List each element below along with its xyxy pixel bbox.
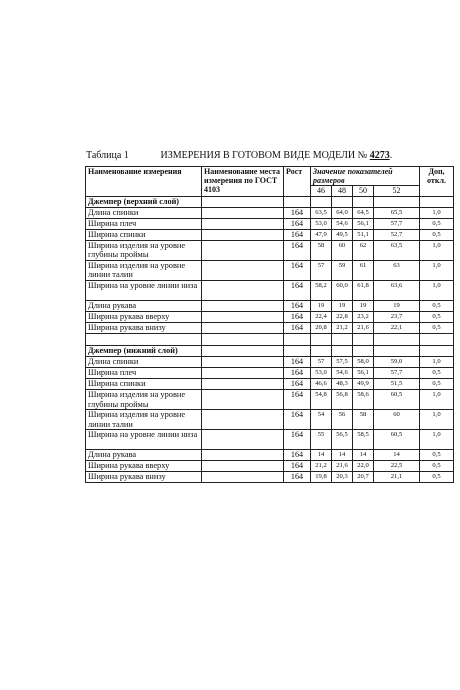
rost-value: 164 [284,378,311,389]
tolerance-value: 0,5 [420,322,454,333]
tolerance-value: 0,5 [420,378,454,389]
rost-value: 164 [284,240,311,260]
section-title-row [86,345,454,356]
size-value: 56,1 [353,218,374,229]
rost-value: 164 [284,450,311,461]
measurement-place [202,356,284,367]
size-value: 60,5 [374,389,420,409]
table-row [86,280,454,300]
section-title: Джемпер (верхний слой) [86,196,202,207]
header-tolerance: Доп, откл. [420,167,454,197]
size-value: 54,8 [311,389,332,409]
size-value: 20,3 [332,472,353,483]
measurement-place [202,207,284,218]
measurement-place [202,430,284,450]
measurement-name: Длина рукава [86,450,202,461]
measurement-name: Ширина рукава вверху [86,311,202,322]
tolerance-value: 0,5 [420,311,454,322]
size-48: 48 [332,186,353,197]
table-row [86,461,454,472]
measurement-name: Длина спинки [86,356,202,367]
size-value: 56 [332,410,353,430]
section-empty-cell [353,196,374,207]
rost-value: 164 [284,356,311,367]
size-value: 63 [374,260,420,280]
rost-value: 164 [284,300,311,311]
size-value: 14 [311,450,332,461]
section-empty-cell [332,196,353,207]
size-value: 56,8 [332,389,353,409]
spacer-cell [353,333,374,345]
section-empty-cell [374,345,420,356]
size-46: 46 [311,186,332,197]
size-value: 54,6 [332,367,353,378]
size-value: 49,9 [353,378,374,389]
section-empty-cell [202,196,284,207]
tolerance-value: 0,5 [420,218,454,229]
spacer-cell [284,333,311,345]
size-value: 14 [374,450,420,461]
tolerance-value: 1,0 [420,356,454,367]
header-place: Наименование места измерения по ГОСТ 4103 [202,167,284,197]
rost-value: 164 [284,472,311,483]
size-value: 55 [311,430,332,450]
tolerance-value: 0,5 [420,472,454,483]
measurement-name: Ширина на уровне линии низа [86,430,202,450]
measurement-name: Ширина изделия на уровне линии талии [86,260,202,280]
size-value: 57,7 [374,218,420,229]
header-rost: Рост [284,167,311,197]
size-value: 54,6 [332,218,353,229]
size-value: 57 [311,356,332,367]
measurements-table [85,166,454,483]
size-value: 22,0 [353,461,374,472]
header-row [86,167,454,186]
size-value: 21,2 [332,322,353,333]
size-value: 60 [374,410,420,430]
tolerance-value: 0,5 [420,450,454,461]
table-row [86,472,454,483]
spacer-row [86,333,454,345]
size-50: 50 [353,186,374,197]
size-value: 22,1 [374,322,420,333]
measurement-place [202,450,284,461]
size-value: 47,9 [311,229,332,240]
measurement-place [202,472,284,483]
section-empty-cell [202,345,284,356]
tolerance-value: 0,5 [420,300,454,311]
size-value: 61 [353,260,374,280]
size-value: 62 [353,240,374,260]
spacer-cell [374,333,420,345]
measurement-place [202,300,284,311]
measurement-place [202,322,284,333]
measurement-name: Ширина рукава вверху [86,461,202,472]
header-name: Наименование измерения [86,167,202,197]
tolerance-value: 0,5 [420,367,454,378]
size-value: 22,5 [374,461,420,472]
section-empty-cell [332,345,353,356]
header-sizes: Значение показателей размеров [311,167,420,186]
section-title: Джемпер (нижний слой) [86,345,202,356]
tolerance-value: 1,0 [420,430,454,450]
size-value: 53,0 [311,218,332,229]
rost-value: 164 [284,311,311,322]
tolerance-value: 1,0 [420,389,454,409]
rost-value: 164 [284,218,311,229]
caption-tail: . [389,150,393,161]
size-value: 51,1 [353,229,374,240]
size-value: 64,5 [353,207,374,218]
measurement-name: Ширина плеч [86,367,202,378]
size-value: 58,0 [353,356,374,367]
size-value: 59,0 [374,356,420,367]
table-title: ИЗМЕРЕНИЯ В ГОТОВОМ ВИДЕ МОДЕЛИ № [160,150,368,161]
size-value: 14 [332,450,353,461]
size-value: 21,1 [374,472,420,483]
size-value: 58 [353,410,374,430]
size-value: 60,0 [332,280,353,300]
size-value: 53,0 [311,367,332,378]
tolerance-value: 1,0 [420,240,454,260]
measurement-name: Ширина спинки [86,378,202,389]
measurement-name: Ширина плеч [86,218,202,229]
table-row [86,218,454,229]
table-row [86,207,454,218]
size-value: 57,7 [374,367,420,378]
table-caption [86,150,446,161]
rost-value: 164 [284,430,311,450]
section-empty-cell [420,196,454,207]
rost-value: 164 [284,322,311,333]
table-row [86,450,454,461]
size-value: 58 [311,240,332,260]
measurement-name: Ширина рукава внизу [86,472,202,483]
size-value: 22,4 [311,311,332,322]
table-row [86,367,454,378]
size-value: 21,2 [311,461,332,472]
measurement-name: Ширина спинки [86,229,202,240]
tolerance-value: 1,0 [420,260,454,280]
table-row [86,229,454,240]
size-value: 19 [311,300,332,311]
tolerance-value: 1,0 [420,280,454,300]
size-value: 19,8 [311,472,332,483]
size-value: 58,5 [353,430,374,450]
size-value: 20,7 [353,472,374,483]
measurement-name: Длина рукава [86,300,202,311]
table-number: Таблица 1 [86,150,129,161]
spacer-cell [86,333,202,345]
tolerance-value: 0,5 [420,229,454,240]
size-value: 14 [353,450,374,461]
measurement-place [202,378,284,389]
size-value: 19 [374,300,420,311]
size-value: 59 [332,260,353,280]
spacer-cell [420,333,454,345]
rost-value: 164 [284,260,311,280]
section-empty-cell [311,345,332,356]
table-row [86,389,454,409]
measurement-name: Ширина изделия на уровне линии талии [86,410,202,430]
section-empty-cell [353,345,374,356]
measurement-place [202,410,284,430]
size-value: 56,5 [332,430,353,450]
measurement-place [202,229,284,240]
table-row [86,300,454,311]
size-value: 51,5 [374,378,420,389]
measurement-name: Длина спинки [86,207,202,218]
size-value: 63,5 [311,207,332,218]
measurement-name: Ширина рукава внизу [86,322,202,333]
size-value: 21,6 [353,322,374,333]
size-value: 58,6 [353,389,374,409]
measurement-place [202,311,284,322]
table-row [86,430,454,450]
rost-value: 164 [284,367,311,378]
section-title-row [86,196,454,207]
measurement-name: Ширина на уровне линии низа [86,280,202,300]
spacer-cell [311,333,332,345]
size-value: 63,6 [374,280,420,300]
size-value: 65,5 [374,207,420,218]
measurement-place [202,260,284,280]
measurement-place [202,240,284,260]
size-value: 57,5 [332,356,353,367]
size-value: 49,5 [332,229,353,240]
rost-value: 164 [284,389,311,409]
section-empty-cell [311,196,332,207]
size-value: 60,5 [374,430,420,450]
section-empty-cell [374,196,420,207]
size-value: 48,3 [332,378,353,389]
size-value: 21,6 [332,461,353,472]
measurement-name: Ширина изделия на уровне глубины проймы [86,240,202,260]
size-value: 46,6 [311,378,332,389]
tolerance-value: 0,5 [420,461,454,472]
table-row [86,356,454,367]
measurement-place [202,367,284,378]
table-row [86,260,454,280]
spacer-cell [202,333,284,345]
size-value: 58,2 [311,280,332,300]
size-52: 52 [374,186,420,197]
size-value: 23,2 [353,311,374,322]
section-empty-cell [284,345,311,356]
table-row [86,311,454,322]
size-value: 52,7 [374,229,420,240]
size-value: 19 [332,300,353,311]
measurement-place [202,461,284,472]
tolerance-value: 1,0 [420,410,454,430]
spacer-cell [332,333,353,345]
table-row [86,410,454,430]
measurement-place [202,280,284,300]
rost-value: 164 [284,229,311,240]
table-row [86,240,454,260]
size-value: 63,5 [374,240,420,260]
size-value: 54 [311,410,332,430]
size-value: 61,8 [353,280,374,300]
rost-value: 164 [284,461,311,472]
size-value: 19 [353,300,374,311]
size-value: 23,7 [374,311,420,322]
measurement-place [202,218,284,229]
rost-value: 164 [284,280,311,300]
measurement-name: Ширина изделия на уровне глубины проймы [86,389,202,409]
size-value: 56,1 [353,367,374,378]
section-empty-cell [420,345,454,356]
size-value: 60 [332,240,353,260]
rost-value: 164 [284,410,311,430]
size-value: 20,8 [311,322,332,333]
table-row [86,322,454,333]
model-number: 4273 [369,150,390,161]
table-row [86,378,454,389]
measurement-place [202,389,284,409]
tolerance-value: 1,0 [420,207,454,218]
section-empty-cell [284,196,311,207]
size-value: 22,8 [332,311,353,322]
size-value: 57 [311,260,332,280]
size-value: 64,0 [332,207,353,218]
rost-value: 164 [284,207,311,218]
